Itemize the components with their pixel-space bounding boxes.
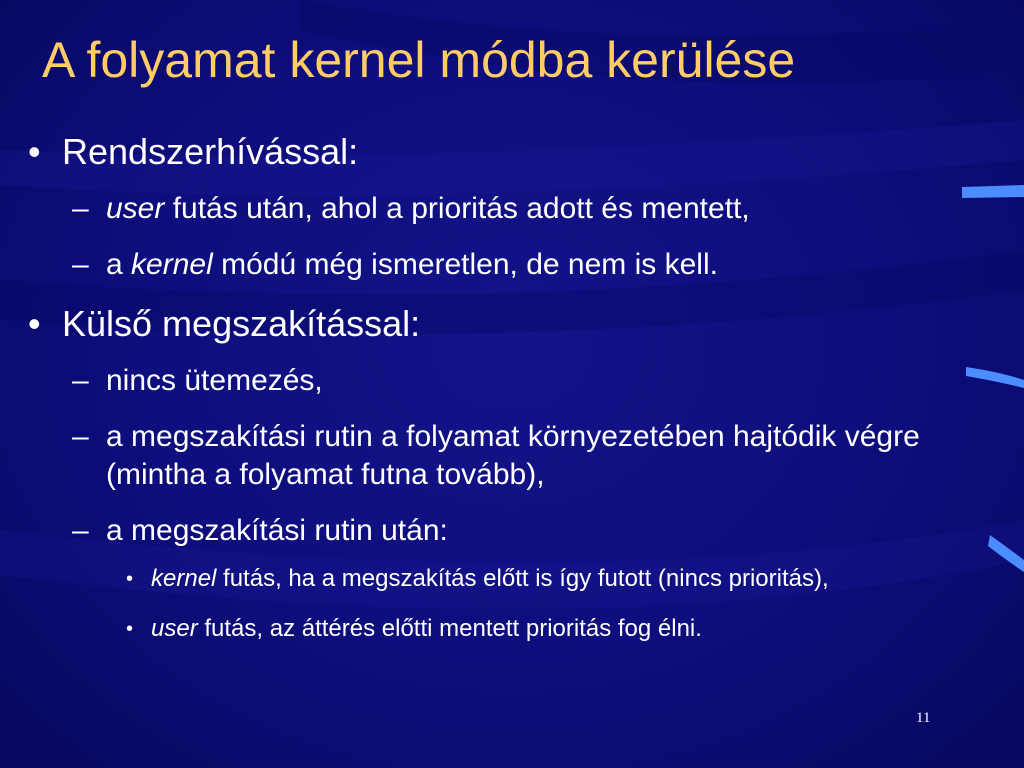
emphasis-term: user [151, 615, 198, 642]
sub-sub-bullet-kernel-futas [28, 562, 988, 596]
sub-bullet-text: módú még ismeretlen, de nem is kell. [212, 248, 718, 281]
sub-bullet-user-futas [28, 190, 988, 228]
bullet-marker: • [28, 131, 41, 172]
sub-sub-bullet-user-futas [28, 612, 988, 646]
dash-marker: – [72, 420, 89, 453]
dash-marker: – [72, 248, 89, 281]
sub-bullet-megszakitasi-rutin [28, 418, 988, 494]
sub-bullet-nincs-utemezes [28, 362, 988, 400]
emphasis-term: kernel [151, 565, 217, 592]
sub-bullet-text: a megszakítási rutin után: [106, 514, 448, 547]
emphasis-term: user [106, 192, 165, 225]
dash-marker: – [72, 192, 89, 225]
bullet-text: Rendszerhívással: [62, 131, 359, 172]
page-number: 11 [916, 710, 931, 726]
slide-title: A folyamat kernel módba kerülése [42, 32, 796, 88]
bullet-marker: • [126, 618, 134, 640]
sub-sub-bullet-text: futás, az áttérés előtti mentett prioritás fog élni. [197, 615, 702, 642]
sub-sub-bullet-text: futás, ha a megszakítás előtt is így futott (nincs prioritás), [216, 565, 829, 592]
bullet-kulso-megszakitas [28, 302, 988, 346]
bullet-marker: • [28, 303, 41, 344]
bullet-text: Külső megszakítással: [62, 303, 421, 344]
sub-bullet-rutin-utan [28, 512, 988, 550]
dash-marker: – [72, 514, 89, 547]
sub-bullet-prefix: a [106, 248, 132, 281]
slide-body [28, 130, 988, 662]
bullet-rendszerhivassal [28, 130, 988, 174]
sub-bullet-kernel-mod [28, 246, 988, 284]
sub-bullet-text: nincs ütemezés, [106, 364, 323, 397]
sub-bullet-text: a megszakítási rutin a folyamat környezetében hajtódik végre (mintha a folyamat futna tovább), [106, 420, 920, 491]
bullet-marker: • [126, 568, 134, 590]
sub-bullet-text: futás után, ahol a prioritás adott és mentett, [164, 192, 750, 225]
emphasis-term: kernel [131, 248, 213, 281]
dash-marker: – [72, 364, 89, 397]
